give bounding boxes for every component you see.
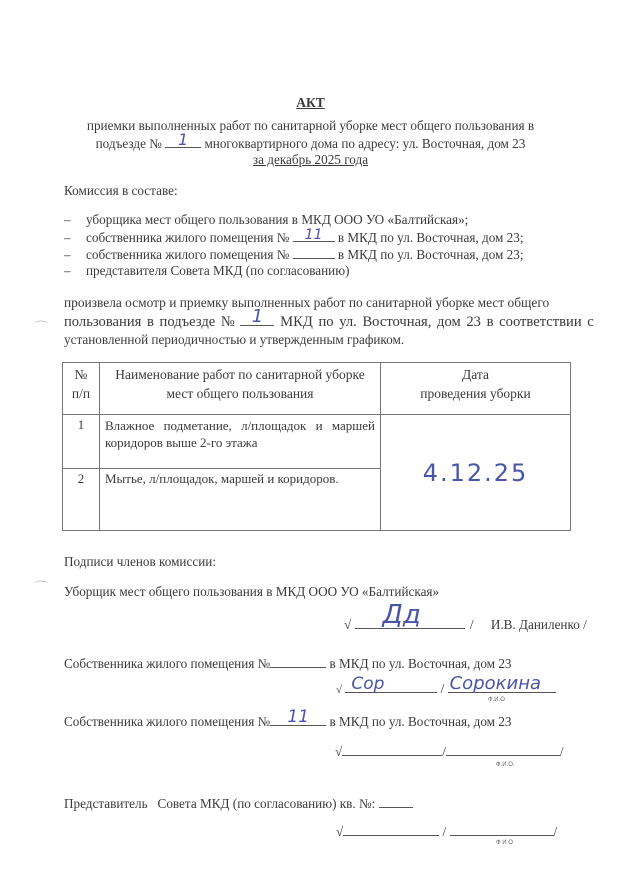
cleaner-signature-line: √ Дд / И.В. Даниленко /: [344, 600, 587, 632]
document-subtitle-line2: [0, 130, 621, 152]
commission-member-2: – собственника жилого помещения № 11 в МКД по ул. Восточная, дом 23;: [64, 227, 524, 245]
statement-entrance-field: 1: [240, 313, 274, 326]
council-apartment-field: [379, 795, 413, 808]
fio-field: [446, 743, 560, 756]
owner1-label: Собственника жилого помещения № в МКД по ул. Восточная, дом 23: [64, 656, 512, 671]
entrance-number-handwritten: 1: [178, 130, 189, 149]
owner1-signature-line: √ Сор / Сорокина: [336, 680, 556, 697]
apartment-number-field: [293, 229, 335, 242]
fio-caption: Ф И О: [496, 840, 513, 846]
statement-line2: пользования в подъезде № 1 МКД по ул. Восточная, дом 23 в соответствии с: [64, 306, 594, 330]
signature-field: [342, 743, 442, 756]
scan-mark: ⌒: [34, 322, 48, 337]
owner2-apartment-field: 11: [270, 713, 326, 726]
table-header-row: [63, 363, 571, 415]
table-row: [63, 415, 571, 469]
date-handwritten: 4.12.25: [422, 458, 529, 487]
date-cell: [381, 415, 571, 531]
list-dash: –: [64, 212, 71, 227]
fio-caption: Ф.И.О: [488, 697, 505, 703]
subtitle-prefix: подъезде №: [95, 136, 162, 151]
commission-member-4: – представителя Совета МКД (по согласованию): [64, 263, 350, 278]
list-dash: –: [64, 247, 71, 262]
row-num: 2: [63, 469, 100, 531]
apartment-number-field: [293, 246, 335, 259]
cleaner-signature: Дд: [382, 600, 421, 630]
signature-field: [345, 674, 437, 694]
commission-heading: Комиссия в составе:: [64, 183, 178, 198]
statement-line1: произвела осмотр и приемку выполненных работ по санитарной уборке мест общего: [64, 295, 550, 310]
list-dash: –: [64, 263, 71, 278]
entrance-number-field: [165, 130, 201, 149]
list-dash: –: [64, 230, 71, 245]
works-table: [62, 362, 571, 531]
fio-caption: Ф.И.О.: [496, 762, 515, 768]
signature-field: [343, 823, 439, 836]
fio-field: [450, 823, 554, 836]
header-date: Дата проведения уборки: [381, 363, 571, 415]
owner2-label: Собственника жилого помещения № 11 в МКД по ул. Восточная, дом 23: [64, 707, 512, 729]
apartment-number-handwritten: 11: [304, 227, 323, 243]
row-num: 1: [63, 415, 100, 469]
cleaner-label: Уборщик мест общего пользования в МКД ООО УО «Балтийская»: [64, 584, 440, 599]
header-num: № п/п: [63, 363, 100, 415]
council-signature-line: √ / /: [336, 824, 558, 839]
report-period: за декабрь 2025 года: [252, 152, 369, 167]
owner1-apartment-field: [270, 655, 326, 668]
statement-line3: установленной периодичностью и утвержденным графиком.: [64, 332, 405, 347]
owner1-fio-handwritten: Сорокина: [449, 673, 541, 694]
commission-member-3: – собственника жилого помещения № в МКД по ул. Восточная, дом 23;: [64, 247, 524, 262]
cleaner-name: И.В. Даниленко /: [490, 617, 587, 632]
row-work: Влажное подметание, л/площадок и маршей коридоров выше 2-го этажа: [100, 415, 381, 469]
fio-field: [448, 673, 556, 694]
owner1-signature: Сор: [351, 674, 385, 694]
document-subtitle-line1: приемки выполненных работ по санитарной уборке мест общего пользования в: [86, 118, 535, 133]
council-label: Представитель Совета МКД (по согласованию) кв. №:: [64, 795, 413, 812]
subtitle-suffix: многоквартирного дома по адресу: ул. Восточная, дом 23: [204, 136, 526, 151]
signature-field: [355, 600, 465, 630]
owner2-signature-line: √ / /: [335, 744, 564, 759]
scan-mark: ⌒: [34, 582, 48, 597]
row-work: Мытье, л/площадок, маршей и коридоров.: [100, 469, 381, 531]
document-title: АКТ: [296, 95, 325, 110]
header-work-name: Наименование работ по санитарной уборке мест общего пользования: [100, 363, 381, 415]
commission-member-1: – уборщика мест общего пользования в МКД ООО УО «Балтийская»;: [64, 212, 469, 227]
signatures-heading: Подписи членов комиссии:: [64, 554, 216, 569]
